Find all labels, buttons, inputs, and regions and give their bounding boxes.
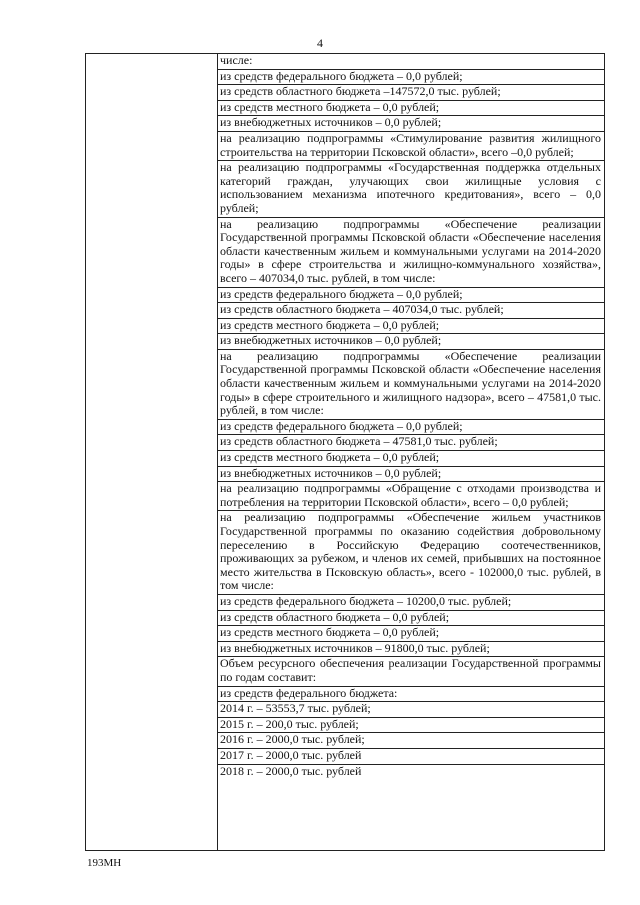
document-code: 193МН: [87, 857, 122, 869]
table-row: из средств федерального бюджета – 0,0 рублей;: [217, 70, 604, 86]
table-row: на реализацию подпрограммы «Государственная поддержка отдельных категорий граждан, улучающих свои жилищные условия с использованием механизма ипотечного кредитования», всего – 0,0 рублей;: [217, 161, 604, 217]
table-row: числе:: [217, 54, 604, 70]
table-row: из внебюджетных источников – 0,0 рублей;: [217, 116, 604, 132]
table-row: из средств федерального бюджета:: [217, 687, 604, 703]
table-row: 2016 г. – 2000,0 тыс. рублей;: [217, 733, 604, 749]
table-row: на реализацию подпрограммы «Обеспечение реализации Государственной программы Псковской области «Обеспечение населения области качественным жильем и коммунальными услугами на 2014-2020 годы» в сфере строительного и жилищного надзора», всего – 47581,0 тыс. рублей, в том числе:: [217, 350, 604, 420]
table-left-column: [86, 54, 218, 850]
resource-table: [85, 53, 605, 851]
table-row: из средств областного бюджета – 407034,0 тыс. рублей;: [217, 303, 604, 319]
table-row: из средств местного бюджета – 0,0 рублей;: [217, 319, 604, 335]
table-row: на реализацию подпрограммы «Обращение с отходами производства и потребления на территории Псковской области», всего – 0,0 рублей;: [217, 482, 604, 511]
table-row: из средств областного бюджета – 0,0 рублей;: [217, 611, 604, 627]
table-row: из внебюджетных источников – 0,0 рублей;: [217, 467, 604, 483]
table-row: из средств местного бюджета – 0,0 рублей;: [217, 101, 604, 117]
table-row: из средств федерального бюджета – 0,0 рублей;: [217, 420, 604, 436]
table-row: из внебюджетных источников – 0,0 рублей;: [217, 334, 604, 350]
table-row: из средств местного бюджета – 0,0 рублей;: [217, 626, 604, 642]
page-number: 4: [317, 36, 323, 50]
table-row: из средств местного бюджета – 0,0 рублей;: [217, 451, 604, 467]
table-right-column: [217, 54, 604, 779]
table-row: 2017 г. – 2000,0 тыс. рублей: [217, 749, 604, 765]
table-row: 2015 г. – 200,0 тыс. рублей;: [217, 718, 604, 734]
table-row: на реализацию подпрограммы «Стимулирование развития жилищного строительства на территории Псковской области», всего –0,0 рублей;: [217, 132, 604, 161]
table-row: из средств областного бюджета –147572,0 тыс. рублей;: [217, 85, 604, 101]
table-row: из внебюджетных источников – 91800,0 тыс. рублей;: [217, 642, 604, 658]
table-row: 2014 г. – 53553,7 тыс. рублей;: [217, 702, 604, 718]
table-row: на реализацию подпрограммы «Обеспечение реализации Государственной программы Псковской области «Обеспечение населения области качественным жильем и коммунальными услугами на 2014-2020 годы» в сфере строительства и жилищно-коммунального хозяйства», всего – 407034,0 тыс. рублей, в том числе:: [217, 218, 604, 288]
table-row: из средств федерального бюджета – 10200,0 тыс. рублей;: [217, 595, 604, 611]
table-row: 2018 г. – 2000,0 тыс. рублей: [220, 763, 362, 778]
table-row: на реализацию подпрограммы «Обеспечение жильем участников Государственной программы по оказанию содействия добровольному переселению в Российскую Федерацию соотечественников, проживающих за рубежом, и членов их семей, прибывших на постоянное место жительства в Псковскую область», всего - 102000,0 тыс. рублей, в том числе:: [217, 511, 604, 595]
table-row: из средств федерального бюджета – 0,0 рублей;: [217, 288, 604, 304]
table-row: из средств областного бюджета – 47581,0 тыс. рублей;: [217, 435, 604, 451]
table-row: Объем ресурсного обеспечения реализации Государственной программы по годам составит:: [217, 657, 604, 686]
